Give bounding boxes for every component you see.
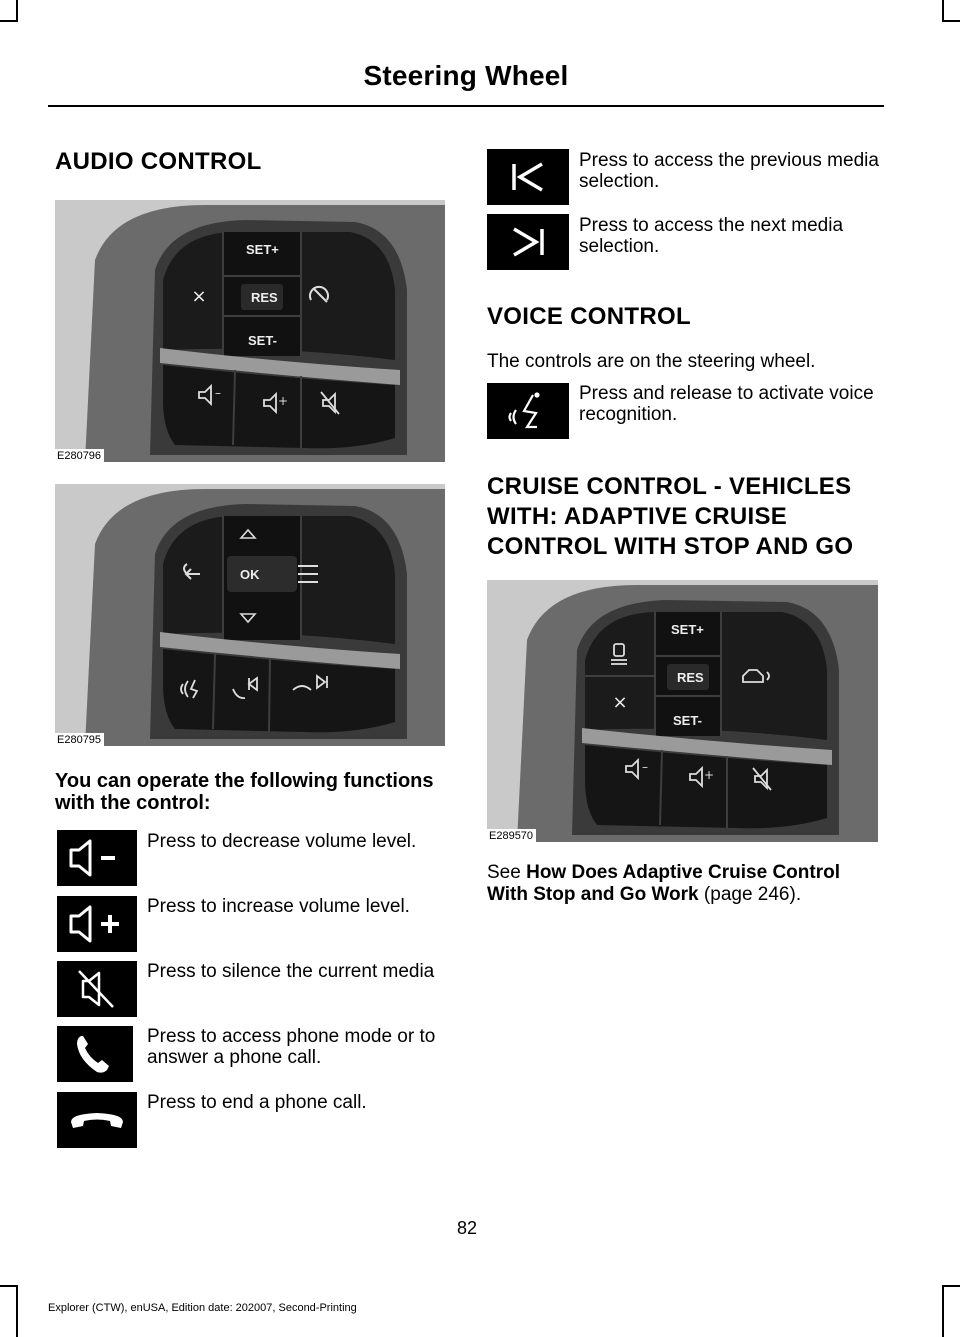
function-description: Press to access the next media selection. <box>579 215 844 257</box>
footer-edition: Explorer (CTW), enUSA, Edition date: 202007, Second-Printing <box>48 1302 357 1314</box>
volume-up-icon <box>57 896 137 952</box>
heading-line: WITH: ADAPTIVE CRUISE <box>487 503 788 530</box>
crop-mark <box>942 1285 960 1287</box>
previous-track-icon <box>487 149 569 205</box>
crop-mark <box>0 1285 18 1287</box>
page-number: 82 <box>456 1218 478 1238</box>
crop-mark <box>16 0 18 22</box>
function-description: Press to end a phone call. <box>147 1092 367 1113</box>
function-description: Press to access the previous media selection. <box>579 150 879 192</box>
voice-recognition-icon <box>487 383 569 439</box>
next-track-icon <box>487 214 569 270</box>
svg-text:–: – <box>215 386 221 400</box>
see-prefix: See <box>487 862 521 883</box>
steering-switch-photo-menu <box>55 484 445 746</box>
voice-recognition-description: Press and release to activate voice recognition. <box>579 383 874 425</box>
function-description: Press to access phone mode or to answer a phone call. <box>147 1026 436 1068</box>
mute-icon <box>57 961 137 1017</box>
photo-label-set-minus: SET- <box>248 333 277 348</box>
photo-label-set-minus: SET- <box>673 713 702 728</box>
cross-reference-link[interactable]: How Does Adaptive Cruise Control With Stop and Go Work <box>487 862 840 905</box>
svg-text:–: – <box>642 760 648 774</box>
audio-functions-intro: You can operate the following functions with the control: <box>55 770 434 814</box>
audio-control-heading: AUDIO CONTROL <box>55 148 262 175</box>
crop-mark <box>0 20 18 22</box>
photo-label-set-plus: SET+ <box>246 242 279 257</box>
photo-label-ok: OK <box>240 567 260 582</box>
image-code: E280796 <box>55 449 104 462</box>
cross-reference <box>487 862 882 906</box>
page-title: Steering Wheel <box>363 60 569 91</box>
crop-mark <box>942 20 960 22</box>
photo-label-res: RES <box>251 290 278 305</box>
crop-mark <box>16 1285 18 1337</box>
svg-text:+: + <box>704 768 715 782</box>
voice-control-heading: VOICE CONTROL <box>487 303 691 330</box>
heading-line: CONTROL WITH STOP AND GO <box>487 533 854 560</box>
steering-switch-photo-audio <box>55 200 445 462</box>
svg-text:×: × <box>191 286 207 307</box>
image-code: E289570 <box>487 829 536 842</box>
function-description: Press to decrease volume level. <box>147 831 417 852</box>
end-call-icon <box>57 1092 137 1148</box>
heading-line: CRUISE CONTROL - VEHICLES <box>487 473 852 500</box>
crop-mark <box>942 1285 944 1337</box>
image-code: E280795 <box>55 733 104 746</box>
crop-mark <box>942 0 944 22</box>
photo-label-res: RES <box>677 670 704 685</box>
header-divider <box>48 105 884 107</box>
steering-switch-photo-adaptive-cruise <box>487 580 878 842</box>
voice-control-intro: The controls are on the steering wheel. <box>487 351 816 372</box>
phone-icon <box>57 1026 133 1082</box>
photo-label-set-plus: SET+ <box>671 622 704 637</box>
page-reference: (page 246). <box>703 884 802 905</box>
function-description: Press to increase volume level. <box>147 896 410 917</box>
function-description: Press to silence the current media <box>147 961 435 982</box>
volume-down-icon <box>57 830 137 886</box>
cruise-control-heading <box>487 472 887 562</box>
svg-text:×: × <box>612 692 628 713</box>
svg-text:+: + <box>278 394 289 408</box>
